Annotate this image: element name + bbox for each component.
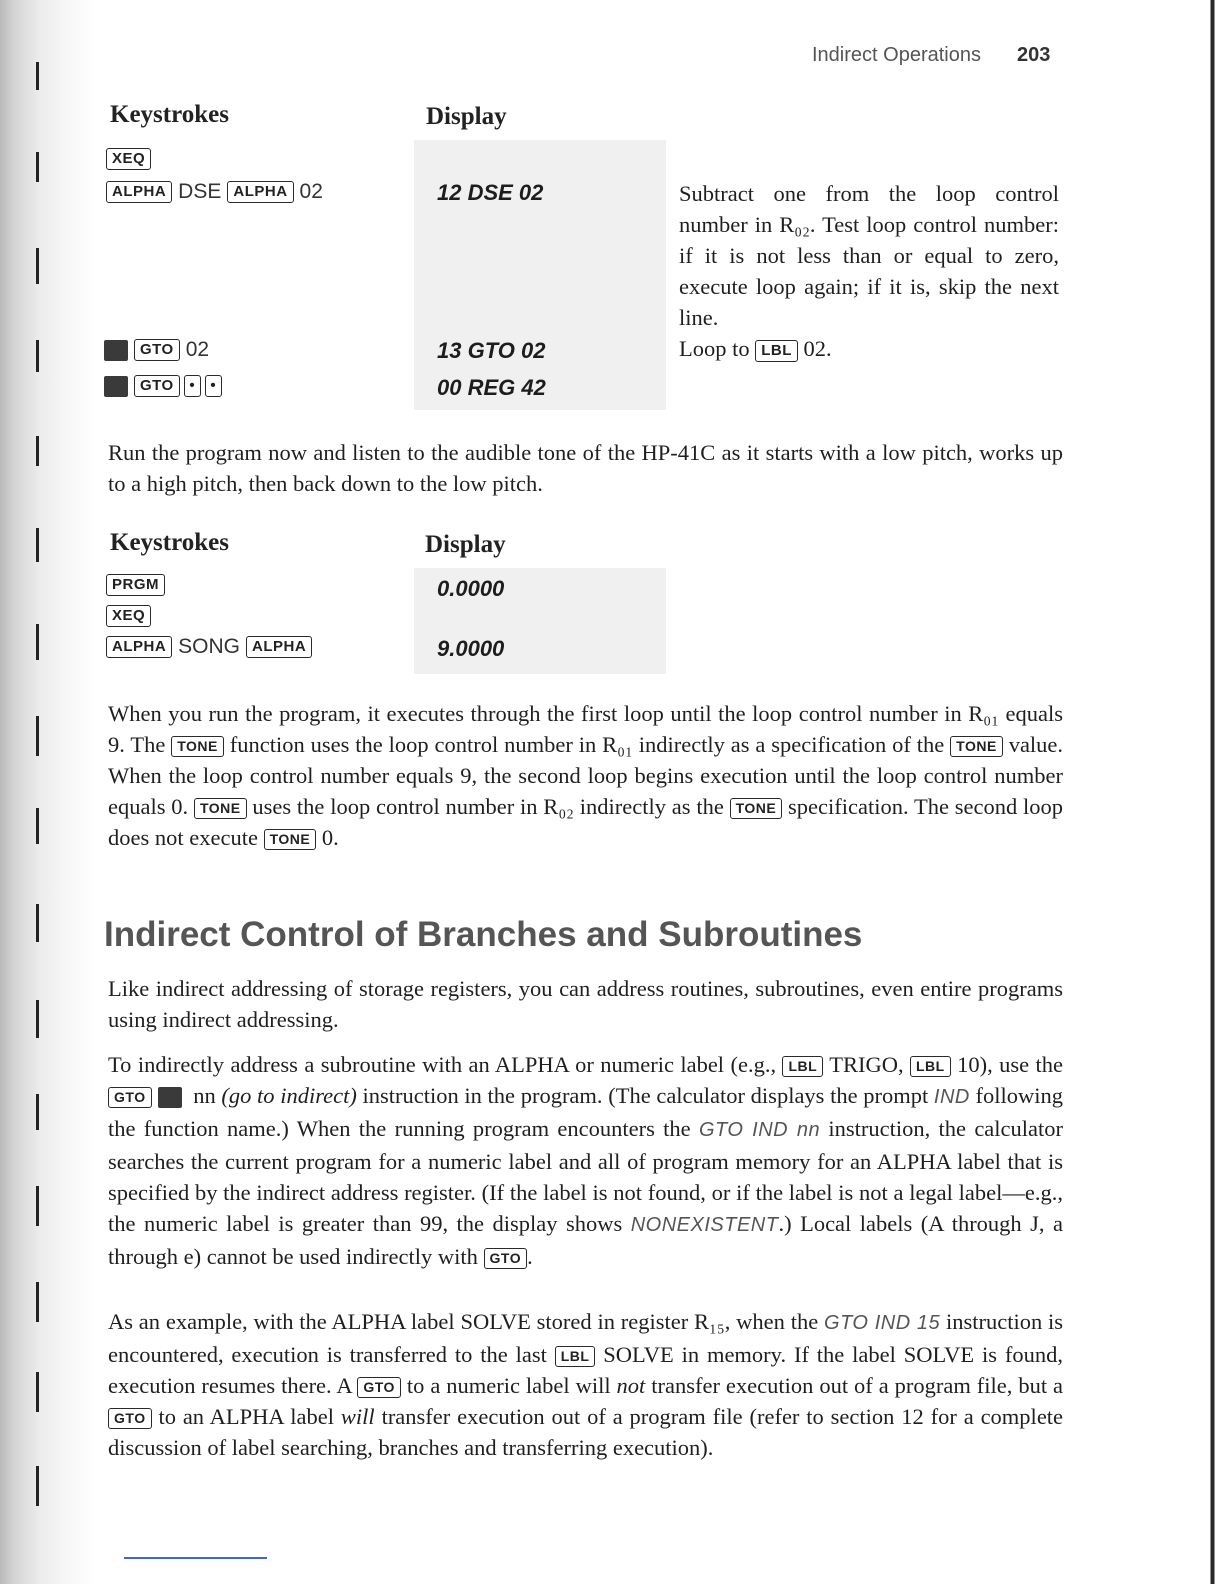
prgm-key: PRGM [106,574,165,596]
lbl-key: LBL [782,1056,823,1077]
keystroke-row-xeq [106,148,151,170]
shift-key-icon [104,376,128,397]
tone-key: TONE [171,736,224,757]
dot-key: • [205,375,222,397]
display-value: 00 REG 42 [437,375,546,400]
keystroke-row-dse [106,180,329,204]
keystroke-row-prgm [106,574,165,596]
keystroke-arg: 02 [299,180,323,203]
tone-key: TONE [950,736,1003,757]
footer-rule [124,1557,267,1559]
paragraph-example: As an example, with the ALPHA label SOLVE stored in register R₁₅, when the GTO IND 15 instruction is encountered, execution is transferred to the last LBL SOLVE in memory. If the label SOLVE is found, execution resumes there. A GTO to a numeric label will not transfer execution out of a program file, but a GTO to an ALPHA label will transfer execution out of a program file (refer to section 12 for a complete discussion of label searching, branches and transferring execution). [108,1309,1064,1460]
display-heading: Display [425,531,506,558]
display-text: GTO IND 15 [824,1312,941,1334]
dot-key: • [184,375,201,397]
desc-text: 02. [803,336,832,361]
display-heading: Display [426,103,507,130]
display-text: NONEXISTENT [630,1214,779,1236]
gto-key: GTO [108,1408,152,1429]
display-text: GTO IND nn [698,1119,821,1141]
tone-key: TONE [730,798,783,819]
gto-key: GTO [108,1087,152,1108]
display-value: 9.0000 [437,636,505,661]
lbl-key: LBL [755,340,798,362]
desc-text: Loop to [679,336,750,361]
xeq-key: XEQ [106,148,151,170]
lbl-key: LBL [910,1056,951,1077]
display-value: 12 DSE 02 [437,180,544,205]
gto-key: GTO [484,1248,528,1269]
step-description-loop [679,336,832,362]
tone-key: TONE [264,829,317,850]
page-number: 203 [1016,44,1051,66]
alpha-key: ALPHA [106,636,172,658]
keystroke-row-song [106,635,312,659]
keystroke-row-gto [104,338,215,362]
alpha-key: ALPHA [227,181,293,203]
keystrokes-heading: Keystrokes [110,529,229,556]
section-heading: Indirect Control of Branches and Subroutines [104,915,863,954]
paragraph-like: Like indirect addressing of storage registers, you can address routines, subroutines, even entire programs using indirect addressing. [108,976,1063,1032]
display-value: 0.0000 [437,576,505,601]
step-description: Subtract one from the loop control number in R₀₂. Test loop control number: if it is not less than or equal to zero, execute loop again; if it is, skip the next line. [679,181,1059,330]
tone-key: TONE [194,798,247,819]
shift-key-icon [158,1087,182,1108]
xeq-key: XEQ [106,605,151,627]
gto-key: GTO [357,1377,401,1398]
gto-key: GTO [134,375,180,397]
keystrokes-heading: Keystrokes [110,101,229,128]
display-value: 13 GTO 02 [437,338,546,363]
gto-key: GTO [134,339,180,361]
keystroke-text: DSE [178,180,222,203]
page-binding-shadow [0,0,96,1584]
keystroke-row-gto-dots [104,375,222,397]
keystroke-text: SONG [178,635,241,658]
shift-key-icon [104,340,128,361]
page-right-edge [1180,0,1224,1584]
keystroke-arg: 02 [185,338,210,361]
lbl-key: LBL [555,1346,596,1367]
paragraph-run: Run the program now and listen to the audible tone of the HP-41C as it starts with a low pitch, works up to a high pitch, then back down to the low pitch. [108,440,1063,496]
alpha-key: ALPHA [106,181,172,203]
paragraph-to: To indirectly address a subroutine with an ALPHA or numeric label (e.g., LBL TRIGO, LBL 10), use the GTO nn (go to indirect) instruction in the program. (The calculator displays the prompt IND following the function name.) When the running program encounters the GTO IND nn instruction, the calculator searches the current program for a numeric label and all of program memory for an ALPHA label that is specified by the indirect address register. (If the label is not found, or if the label is not a legal label—e.g., the numeric label is greater than 99, the display shows NONEXISTENT.) Local labels (A through J, a through e) cannot be used indirectly with GTO . [108,1052,1064,1269]
alpha-key: ALPHA [246,636,312,658]
paragraph-when: When you run the program, it executes through the first loop until the loop control number in R₀₁ equals 9. The TONE function uses the loop control number in R₀₁ indirectly as a specification of the TONE value. When the loop control number equals 9, the second loop begins execution until the loop control number equals 0. TONE uses the loop control number in R₀₂ indirectly as the TONE specification. The second loop does not execute TONE 0. [108,701,1064,850]
keystroke-row-xeq [106,605,151,627]
display-text: IND [933,1086,970,1108]
running-header [812,44,1050,67]
header-title: Indirect Operations [812,44,981,66]
